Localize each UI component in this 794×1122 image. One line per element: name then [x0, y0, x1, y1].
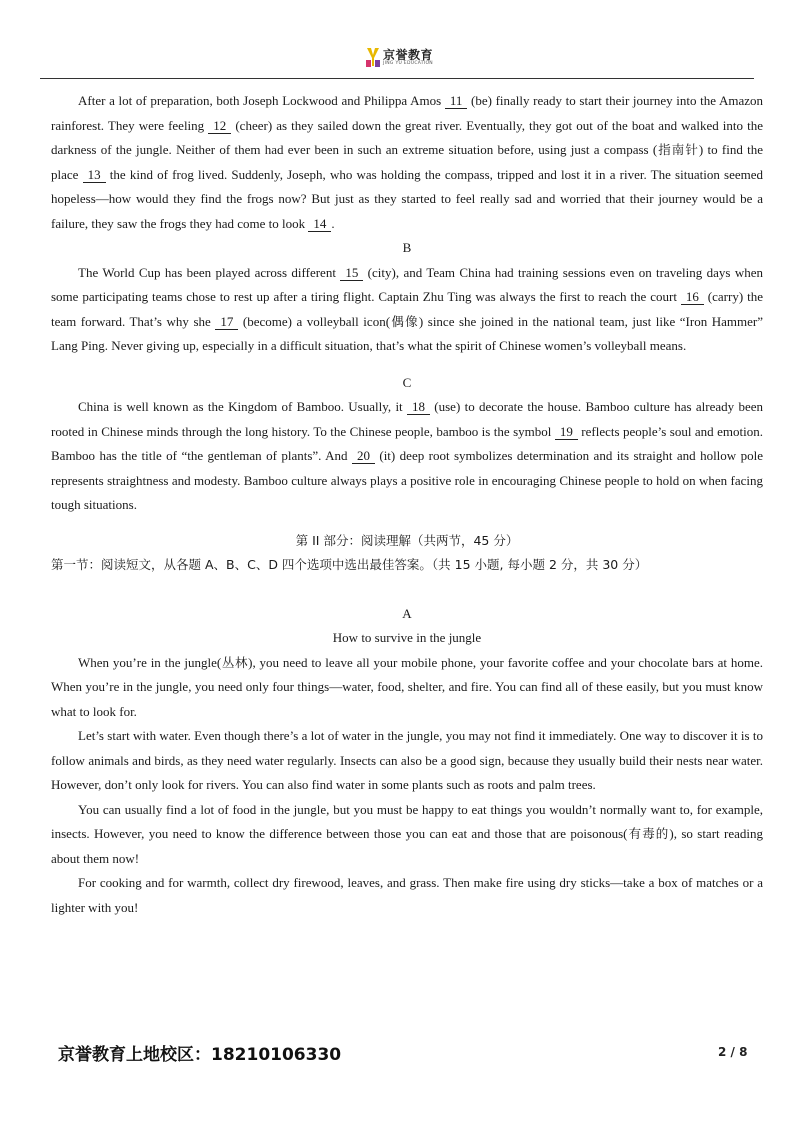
- text-run: the kind of frog lived. Suddenly, Joseph, who was holding the compass, tripped and lost it in a river. The situation seemed hopeless—how would they find the frogs now? But just as they started to feel really sad and worried that their journey would be a failure, they saw the frogs they had come to look: [51, 166, 763, 231]
- reading-a-title: How to survive in the jungle: [332, 630, 482, 645]
- reading-a-paragraph-3: [51, 798, 763, 872]
- text-run: When you’re in the jungle(: [78, 654, 222, 670]
- brand-name-en: JING YU EDUCATION: [383, 61, 433, 66]
- reading-a-paragraph-2: Let’s start with water. Even though there’s a lot of water in the jungle, you may not find it immediately. One way to discover it is to follow animals and birds, as they need water regularly. Insects can also be a good sign, because they usually build their nests near water. However, don’t only look for rivers. You can also find water in some plants such as roots and palm trees.: [51, 728, 763, 792]
- text-run: ), you need to leave all your mobile phone, your favorite coffee and your chocolate bars at home. When you’re in the jungle, you need only four things—water, food, shelter, and fire. You can find all of these easily, but you must know what to look for.: [51, 654, 763, 719]
- blank-18: 18: [407, 399, 430, 415]
- text-run: (carry) the team forward. That’s why she: [51, 289, 763, 329]
- text-run: ), so start reading about them now!: [51, 826, 763, 866]
- page-number: 2 / 8: [718, 1045, 748, 1059]
- header-divider: [40, 78, 754, 79]
- page-content: [51, 89, 763, 920]
- text-run: (city), and Team China had training sessions even on traveling days when some participating teams chose to rest up after a tiring flight. Captain Zhu Ting was always the first to reach the court: [51, 264, 763, 304]
- part-2-title: 第 II 部分：阅读理解（共两节，45 分）: [295, 532, 519, 548]
- text-run: (be) finally ready to start their journey into the Amazon rainforest. They were feeling: [51, 93, 763, 133]
- text-run: (it) deep root symbolizes determination and its straight and hollow pole represents straightness and modesty. Bamboo culture always plays a positive role in encouraging Chinese people to hold on when facing tough situations.: [51, 448, 763, 512]
- text-run: ) to find the place: [51, 142, 763, 182]
- text-run: (cheer) as they sailed down the great river. Eventually, they got out of the boat and walked into the darkness of the jungle. Neither of them had ever been in such an extreme situation before, using just a compass (: [51, 117, 763, 157]
- blank-17: 17: [215, 314, 238, 330]
- part-2-instruction: 第一节：阅读短文，从各题 A、B、C、D 四个选项中选出最佳答案。（共 15 小题, 每小题 2 分，共 30 分）: [51, 557, 648, 572]
- reading-a-paragraph-1: [51, 651, 763, 725]
- brand-mark-icon: [366, 46, 380, 68]
- blank-16: 16: [681, 289, 704, 305]
- section-c-letter: C: [402, 374, 412, 390]
- blank-19: 19: [555, 424, 578, 440]
- reading-a-paragraph-4: For cooking and for warmth, collect dry firewood, leaves, and grass. Then make fire using dry sticks—take a box of matches or a lighter with you!: [51, 875, 763, 915]
- blank-15: 15: [340, 265, 363, 281]
- blank-12: 12: [208, 118, 231, 134]
- text-run: China is well known as the Kingdom of Bamboo. Usually, it: [78, 399, 407, 414]
- section-b-letter: B: [402, 240, 412, 255]
- reading-a-letter: A: [402, 605, 412, 621]
- spacer: [51, 518, 763, 529]
- spacer: [51, 578, 763, 602]
- text-run: ) since she joined in the national team, just like “Iron Hammer” Lang Ping. Never giving up, especially in a difficult situation, that’s what the spirit of Chinese women’s volleyball means.: [51, 313, 763, 353]
- chinese-gloss: 丛林: [221, 654, 249, 670]
- text-run: reflects people’s soul and emotion. Bamboo has the title of “the gentleman of plants”. And: [51, 423, 763, 463]
- spacer: [51, 359, 763, 371]
- blank-13: 13: [83, 167, 106, 183]
- blank-20: 20: [352, 448, 375, 464]
- blank-14: 14: [308, 216, 331, 232]
- footer-campus-contact: 京誉教育上地校区：18210106330: [58, 1045, 342, 1065]
- text-run: You can usually find a lot of food in the jungle, but you must be happy to eat things you wouldn’t normally want to, for example, insects. However, you need to know the difference between those you can eat and those that are poisonous(: [51, 801, 763, 841]
- passage-a-paragraph: [51, 89, 763, 236]
- text-run: .: [331, 215, 335, 231]
- text-run: After a lot of preparation, both Joseph Lockwood and Philippa Amos: [78, 93, 445, 108]
- chinese-gloss: 指南针: [657, 142, 699, 157]
- section-c-paragraph: [51, 395, 763, 518]
- text-run: (use) to decorate the house. Bamboo culture has already been rooted in Chinese minds through the long history. To the Chinese people, bamboo is the symbol: [51, 399, 763, 439]
- brand-name: 京誉教育: [383, 48, 434, 62]
- chinese-gloss: 有毒的: [627, 826, 670, 841]
- brand-logo: [366, 44, 446, 72]
- chinese-gloss: 偶像: [390, 313, 419, 329]
- text-run: (become) a volleyball icon(: [238, 313, 391, 329]
- text-run: The World Cup has been played across different: [78, 264, 341, 280]
- blank-11: 11: [445, 93, 468, 109]
- section-b-paragraph: [51, 261, 763, 359]
